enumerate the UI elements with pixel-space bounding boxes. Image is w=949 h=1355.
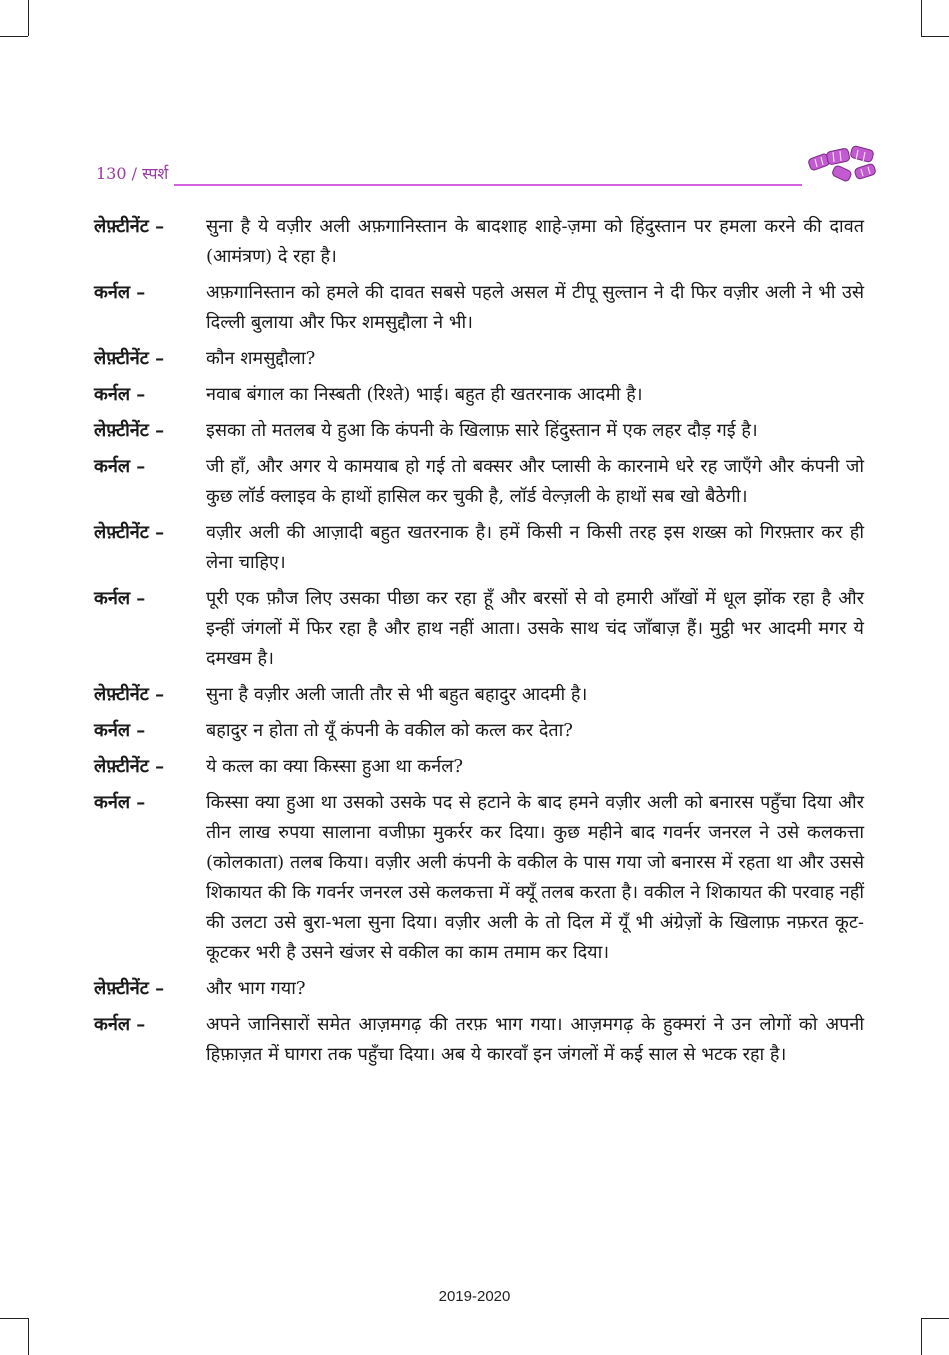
crop-mark-top-left-h: [0, 36, 28, 37]
footer-year: 2019-2020: [438, 1288, 511, 1305]
dialogue-line: [94, 788, 864, 968]
dialogue-line: [94, 584, 864, 674]
speaker-name: लेफ़्टीनेंट –: [94, 348, 165, 369]
dialogue-line: [94, 974, 864, 1004]
book-title: स्पर्श: [142, 164, 169, 183]
crop-mark-bottom-left-v: [28, 1318, 29, 1355]
running-header: [96, 140, 876, 192]
speaker-name: कर्नल –: [94, 588, 146, 609]
dialogue-line: [94, 278, 864, 338]
dialogue-line: [94, 380, 864, 410]
speaker-name: कर्नल –: [94, 720, 146, 741]
crop-mark-bottom-right-v: [921, 1318, 922, 1355]
pencil-sharpenings-decoration: [803, 140, 883, 192]
speech-text: अफ़गानिस्तान को हमले की दावत सबसे पहले असल में टीपू सुल्तान ने दी फिर वज़ीर अली ने भी उसे दिल्ली बुलाया और फिर शमसुद्दौला ने भी।: [206, 282, 864, 333]
speech-text: वज़ीर अली की आज़ादी बहुत खतरनाक है। हमें किसी न किसी तरह इस शख्स को गिरफ़्तार कर ही लेना चाहिए।: [206, 522, 864, 573]
dialogue-line: [94, 416, 864, 446]
speaker-name: लेफ़्टीनेंट –: [94, 756, 165, 777]
dialogue-line: [94, 344, 864, 374]
dialogue-line: [94, 518, 864, 578]
speaker-name: लेफ़्टीनेंट –: [94, 978, 165, 999]
speaker-name: कर्नल –: [94, 1014, 146, 1035]
speaker-name: लेफ़्टीनेंट –: [94, 216, 165, 237]
speaker-name: लेफ़्टीनेंट –: [94, 420, 165, 441]
dialogue-line: [94, 212, 864, 272]
speech-text: पूरी एक फ़ौज लिए उसका पीछा कर रहा हूँ और बरसों से वो हमारी आँखों में धूल झोंक रहा है और इन्हीं जंगलों में फिर रहा है और हाथ नहीं आता। उसके साथ चंद जाँबाज़ हैं। मुट्ठी भर आदमी मगर ये दमखम है।: [206, 588, 864, 669]
speaker-name: कर्नल –: [94, 792, 146, 813]
speaker-name: कर्नल –: [94, 456, 146, 477]
crop-mark-top-right-h: [921, 36, 949, 37]
header-rule: [174, 184, 802, 186]
dialogue-line: [94, 716, 864, 746]
speech-text: और भाग गया?: [206, 978, 306, 999]
speaker-name: लेफ़्टीनेंट –: [94, 684, 165, 705]
speech-text: इसका तो मतलब ये हुआ कि कंपनी के खिलाफ़ सारे हिंदुस्तान में एक लहर दौड़ गई है।: [206, 420, 758, 441]
speaker-name: कर्नल –: [94, 282, 146, 303]
page-number: 130: [96, 164, 127, 183]
dialogue-line: [94, 1010, 864, 1070]
header-label: [96, 162, 168, 184]
crop-mark-bottom-right-h: [921, 1318, 949, 1319]
speech-text: नवाब बंगाल का निस्बती (रिश्ते) भाई। बहुत ही खतरनाक आदमी है।: [206, 384, 643, 405]
header-separator: /: [131, 164, 138, 183]
speech-text: किस्सा क्या हुआ था उसको उसके पद से हटाने के बाद हमने वज़ीर अली को बनारस पहुँचा दिया और तीन लाख रुपया सालाना वजीफ़ा मुकर्रर कर दिया। कुछ महीने बाद गवर्नर जनरल ने उसे कलकत्ता (कोलकाता) तलब किया। वज़ीर अली कंपनी के वकील के पास गया जो बनारस में रहता था और उससे शिकायत की कि गवर्नर जनरल उसे कलकत्ता में क्यूँ तलब करता है। वकील ने शिकायत की परवाह नहीं की उलटा उसे बुरा-भला सुना दिया। वज़ीर अली के तो दिल में यूँ भी अंग्रेज़ों के खिलाफ़ नफ़रत कूट-कूटकर भरी है उसने खंजर से वकील का काम तमाम कर दिया।: [206, 792, 864, 963]
speaker-name: कर्नल –: [94, 384, 146, 405]
dialogue-line: [94, 452, 864, 512]
speech-text: कौन शमसुद्दौला?: [206, 348, 316, 369]
crop-mark-top-left-v: [28, 0, 29, 36]
speaker-name: लेफ़्टीनेंट –: [94, 522, 165, 543]
crop-mark-bottom-left-h: [0, 1318, 28, 1319]
speech-text: ये कत्ल का क्या किस्सा हुआ था कर्नल?: [206, 756, 464, 777]
speech-text: सुना है वज़ीर अली जाती तौर से भी बहुत बहादुर आदमी है।: [206, 684, 588, 705]
dialogue: [94, 212, 864, 1076]
crop-mark-top-right-v: [921, 0, 922, 36]
dialogue-line: [94, 752, 864, 782]
speech-text: जी हाँ, और अगर ये कामयाब हो गई तो बक्सर और प्लासी के कारनामे धरे रह जाएँगे और कंपनी जो कुछ लॉर्ड क्लाइव के हाथों हासिल कर चुकी है, लॉर्ड वेल्ज़ली के हाथों सब खो बैठेगी।: [206, 456, 864, 507]
speech-text: अपने जानिसारों समेत आज़मगढ़ की तरफ़ भाग गया। आज़मगढ़ के हुक्मरां ने उन लोगों को अपनी हिफ़ाज़त में घागरा तक पहुँचा दिया। अब ये कारवाँ इन जंगलों में कई साल से भटक रहा है।: [206, 1014, 864, 1065]
speech-text: सुना है ये वज़ीर अली अफ़गानिस्तान के बादशाह शाहे-ज़मा को हिंदुस्तान पर हमला करने की दावत (आमंत्रण) दे रहा है।: [206, 216, 864, 267]
speech-text: बहादुर न होता तो यूँ कंपनी के वकील को कत्ल कर देता?: [206, 720, 573, 741]
dialogue-line: [94, 680, 864, 710]
